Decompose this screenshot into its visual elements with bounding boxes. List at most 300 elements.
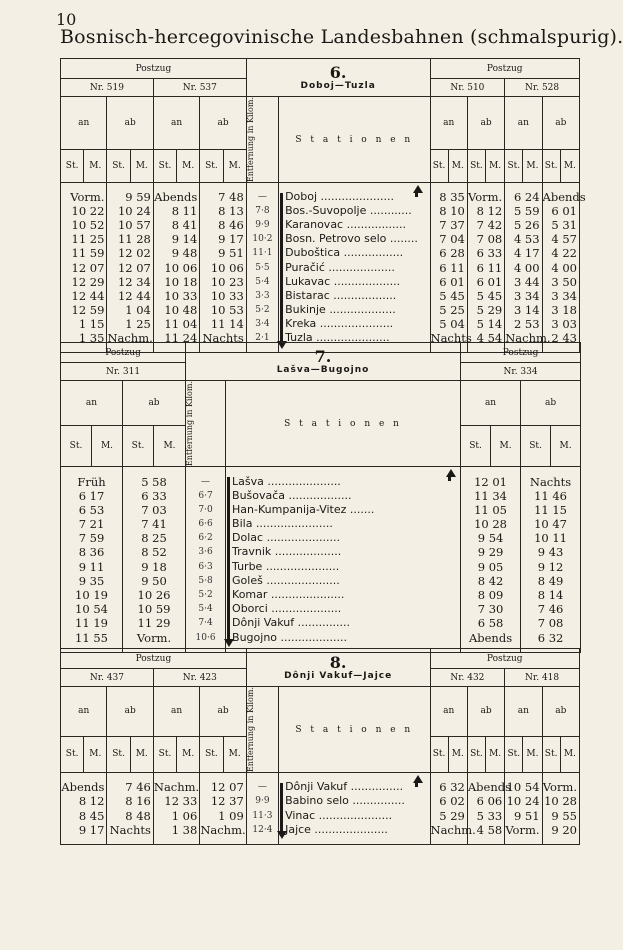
table-cell: 3 03: [551, 317, 577, 332]
time-column: [430, 773, 476, 845]
section-number: 7.: [314, 346, 332, 366]
table-cell: Abends: [61, 780, 105, 795]
postzug-label: Postzug: [461, 343, 581, 363]
distance-header: Entfernung in Kilom.: [245, 97, 255, 183]
table-cell: 3 18: [551, 303, 577, 318]
minute-label: M.: [84, 736, 107, 772]
table-cell: 6·2: [198, 533, 213, 544]
table-cell: 12 37: [210, 794, 244, 809]
hour-label: St.: [521, 425, 551, 466]
time-column: [61, 467, 123, 653]
table-cell: 6·6: [198, 519, 213, 530]
train-number: Nr. 311: [61, 363, 186, 381]
minute-label: M.: [84, 150, 107, 183]
minute-label: M.: [448, 736, 467, 772]
table-cell: 1 38: [171, 822, 198, 837]
table-cell: —: [201, 476, 211, 487]
table-cell: 7 42: [476, 217, 503, 232]
table-cell: 10 53: [210, 303, 244, 318]
table-cell: 9 05: [477, 559, 504, 574]
table-cell: 5·4: [198, 604, 213, 615]
table-cell: 9 18: [141, 559, 167, 574]
table-cell: 7 37: [439, 217, 465, 232]
table-cell: 7 08: [476, 232, 503, 247]
station-name: Goleš .....................: [232, 573, 340, 587]
distance-column: [186, 467, 226, 653]
table-cell: 7·8: [255, 205, 270, 216]
departure-label: ab: [542, 97, 579, 150]
distance-header: Entfernung in Kilom.: [245, 687, 255, 773]
table-cell: 4 22: [551, 246, 577, 261]
station-name: Turbe .....................: [232, 559, 340, 573]
route-name: Doboj—Tuzla: [300, 80, 376, 91]
table-cell: 9 29: [477, 545, 504, 560]
station-name: Lukavac ...................: [285, 274, 401, 288]
table-cell: 5 33: [476, 808, 503, 823]
table-cell: 8 49: [537, 573, 564, 588]
table-cell: 7 04: [439, 232, 465, 247]
table-cell: 7·0: [198, 504, 213, 515]
departure-label: ab: [467, 687, 504, 737]
minute-label: M.: [130, 736, 153, 772]
table-cell: 2 53: [513, 317, 540, 332]
table-cell: 8 36: [78, 545, 105, 560]
table-cell: 4 54: [476, 331, 503, 346]
station-name: Bušovača ..................: [232, 488, 352, 502]
table-cell: 6 02: [439, 794, 465, 809]
table-cell: 8 25: [141, 531, 167, 546]
table-cell: Vorm.: [467, 189, 503, 204]
section-number: 6.: [329, 62, 347, 82]
table-cell: 4 58: [476, 822, 503, 837]
time-column: [61, 773, 107, 845]
table-cell: 4 00: [513, 260, 540, 275]
table-cell: 6 11: [439, 260, 465, 275]
station-name: Puračić ...................: [285, 260, 395, 274]
hour-label: St.: [542, 736, 560, 772]
table-cell: —: [257, 191, 267, 202]
table-cell: 10 59: [137, 602, 171, 617]
table-cell: 10 24: [506, 794, 540, 809]
time-column: [107, 183, 153, 353]
table-cell: Abends: [154, 189, 198, 204]
arrival-label: an: [153, 687, 199, 737]
arrival-label: an: [505, 687, 542, 737]
departure-label: ab: [123, 381, 186, 426]
table-cell: 9 50: [141, 573, 167, 588]
table-cell: 10 23: [210, 274, 244, 289]
section-title-8: [246, 649, 430, 687]
departure-label: ab: [467, 97, 504, 150]
table-cell: 6 58: [477, 616, 504, 631]
table-cell: 10·2: [252, 234, 273, 245]
page-number: 10: [56, 10, 77, 29]
table-cell: 10 54: [506, 780, 540, 795]
station-name: Karanovac .................: [285, 217, 407, 231]
arrival-label: an: [61, 97, 107, 150]
table-cell: 11 15: [534, 502, 568, 517]
table-cell: 6 01: [551, 203, 577, 218]
arrival-label: an: [461, 381, 521, 426]
table-cell: 6 01: [476, 274, 503, 289]
hour-label: St.: [61, 736, 84, 772]
table-cell: 11 24: [164, 331, 198, 346]
table-cell: 5 45: [439, 288, 465, 303]
table-cell: 9 51: [218, 246, 244, 261]
station-name: Babino selo ...............: [285, 794, 405, 808]
table-cell: 5 26: [513, 217, 540, 232]
departure-label: ab: [521, 381, 581, 426]
departure-label: ab: [200, 97, 246, 150]
hour-label: St.: [542, 150, 560, 183]
hour-label: St.: [467, 736, 485, 772]
table-cell: 8 48: [125, 808, 151, 823]
table-cell: 10 19: [75, 588, 108, 603]
train-number: Nr. 537: [153, 79, 246, 97]
table-cell: 7 03: [141, 502, 167, 517]
table-cell: 6 28: [439, 246, 465, 261]
hour-label: St.: [153, 736, 176, 772]
table-cell: 11 28: [117, 232, 151, 247]
arrival-label: an: [61, 381, 123, 426]
table-cell: Nachts: [109, 822, 151, 837]
hour-label: St.: [107, 150, 130, 183]
table-cell: 10 33: [164, 288, 198, 303]
time-column: [107, 773, 153, 845]
hour-label: St.: [107, 736, 130, 772]
hour-label: St.: [61, 150, 84, 183]
table-cell: Nachm.: [430, 822, 476, 837]
table-cell: 11·3: [252, 810, 273, 821]
table-cell: 5 31: [551, 217, 577, 232]
timetable-7: [60, 342, 580, 653]
postzug-label: Postzug: [61, 59, 247, 79]
table-cell: 5 58: [141, 474, 167, 489]
table-cell: 9 17: [218, 232, 244, 247]
minute-label: M.: [486, 736, 505, 772]
table-cell: 3·4: [255, 319, 270, 330]
table-cell: 11·1: [252, 248, 273, 259]
table-cell: 1 09: [218, 808, 244, 823]
table-cell: 9 20: [551, 822, 577, 837]
table-cell: Früh: [77, 474, 106, 489]
departure-label: ab: [200, 687, 246, 737]
table-cell: 1 04: [125, 303, 151, 318]
table-cell: 12 07: [210, 780, 244, 795]
time-column: [521, 467, 581, 653]
table-cell: 8 42: [477, 573, 504, 588]
table-cell: 4 57: [551, 232, 577, 247]
station-column: [226, 467, 461, 653]
table-cell: 5 14: [476, 317, 503, 332]
table-cell: 10 54: [75, 602, 108, 617]
station-name: Vinac .....................: [285, 808, 393, 822]
table-cell: 10 48: [164, 303, 198, 318]
station-name: Han-Kumpanija-Vitez .......: [232, 502, 375, 516]
table-cell: 10·6: [195, 632, 216, 643]
table-cell: Abends: [542, 189, 586, 204]
table-cell: 10 47: [534, 517, 568, 532]
station-name: Komar .....................: [232, 588, 345, 602]
minute-label: M.: [223, 150, 246, 183]
table-cell: 8 09: [477, 588, 504, 603]
table-cell: 11 14: [210, 317, 244, 332]
table-cell: 9 17: [78, 822, 105, 837]
hour-label: St.: [467, 150, 485, 183]
route-name: Lašva—Bugojno: [276, 364, 370, 375]
table-cell: 11 19: [75, 616, 108, 631]
station-name: Bukinje ...................: [285, 303, 396, 317]
table-cell: 9·9: [255, 796, 270, 807]
station-name: Duboštica .................: [285, 246, 404, 260]
table-cell: 8 13: [218, 203, 244, 218]
station-name: Bila ......................: [232, 517, 333, 531]
table-cell: 8 45: [78, 808, 105, 823]
train-number: Nr. 510: [430, 79, 505, 97]
station-column: [279, 183, 430, 353]
table-cell: 8 11: [171, 203, 198, 218]
table-cell: 11 34: [474, 488, 507, 503]
table-cell: 3·3: [255, 290, 270, 301]
table-cell: 9 35: [78, 573, 105, 588]
table-cell: 7 21: [78, 517, 105, 532]
page-title: Bosnisch-hercegovinische Landesbahnen (schmalspurig).: [60, 26, 623, 48]
table-cell: 5·2: [198, 590, 213, 601]
station-name: Oborci ....................: [232, 602, 342, 616]
table-cell: 9 12: [537, 559, 564, 574]
table-cell: 6 11: [476, 260, 503, 275]
minute-label: M.: [523, 150, 542, 183]
table-cell: 6 24: [513, 189, 540, 204]
table-cell: 1 15: [78, 317, 105, 332]
table-cell: 6 32: [439, 780, 465, 795]
station-name: Doboj .....................: [285, 189, 394, 203]
table-cell: 3·6: [198, 547, 213, 558]
table-cell: 7 46: [125, 780, 151, 795]
table-cell: 2 43: [551, 331, 577, 346]
distance-header: Entfernung in Kilom.: [185, 381, 195, 467]
table-cell: 9 14: [171, 232, 198, 247]
table-cell: 11 29: [137, 616, 171, 631]
table-cell: 5·2: [255, 305, 270, 316]
table-cell: 12 29: [71, 274, 105, 289]
train-number: Nr. 334: [461, 363, 581, 381]
station-name: Bosn. Petrovo selo ........: [285, 232, 418, 246]
table-cell: Vorm.: [136, 630, 172, 645]
hour-label: St.: [461, 425, 491, 466]
table-cell: 12·4: [252, 824, 273, 835]
arrival-label: an: [430, 687, 467, 737]
station-name: Tuzla .....................: [285, 331, 390, 345]
time-column: [542, 773, 579, 845]
table-cell: 10 33: [210, 288, 244, 303]
table-cell: 10 22: [71, 203, 105, 218]
station-name: Dônji Vakuf ...............: [232, 616, 351, 630]
table-cell: Vorm.: [70, 189, 105, 204]
table-cell: Vorm.: [542, 780, 577, 795]
time-column: [61, 183, 107, 353]
departure-label: ab: [542, 687, 579, 737]
table-cell: 12 02: [117, 246, 151, 261]
table-cell: 12 01: [474, 474, 507, 489]
distance-column: [246, 183, 278, 353]
hour-label: St.: [505, 736, 523, 772]
table-cell: 10 28: [474, 517, 507, 532]
table-cell: 3 34: [551, 288, 577, 303]
table-cell: 7·4: [198, 618, 213, 629]
table-cell: 5 04: [439, 317, 465, 332]
table-cell: 5·8: [198, 575, 213, 586]
minute-label: M.: [486, 150, 505, 183]
departure-label: ab: [107, 687, 153, 737]
table-cell: 9 11: [78, 559, 105, 574]
table-cell: 10 24: [117, 203, 151, 218]
table-cell: 3 34: [513, 288, 540, 303]
hour-label: St.: [153, 150, 176, 183]
table-cell: 5 29: [476, 303, 503, 318]
table-cell: 2·1: [255, 333, 270, 344]
table-cell: 8 10: [439, 203, 465, 218]
table-cell: 1 25: [125, 317, 151, 332]
hour-label: St.: [200, 150, 223, 183]
section-number: 8.: [329, 652, 347, 672]
table-cell: 5 45: [476, 288, 503, 303]
time-column: [505, 773, 542, 845]
table-cell: 12 34: [117, 274, 151, 289]
table-cell: 4 17: [513, 246, 540, 261]
time-column: [430, 183, 472, 353]
time-column: [200, 183, 246, 353]
table-cell: 8 35: [439, 189, 465, 204]
minute-label: M.: [560, 736, 579, 772]
table-cell: 10 57: [117, 217, 151, 232]
station-name: Bistarac ..................: [285, 288, 397, 302]
station-name: Dolac .....................: [232, 531, 341, 545]
postzug-label: Postzug: [61, 649, 247, 669]
table-cell: 8 52: [141, 545, 167, 560]
station-name: Jajce .....................: [285, 822, 388, 836]
table-cell: 8 12: [78, 794, 105, 809]
hour-label: St.: [430, 736, 448, 772]
table-cell: 11 05: [474, 502, 507, 517]
table-cell: 9·9: [255, 219, 270, 230]
table-cell: 5 59: [513, 203, 540, 218]
table-cell: 10 06: [210, 260, 244, 275]
table-cell: Nachts: [430, 331, 472, 346]
distance-column: [246, 773, 278, 845]
time-column: [123, 467, 186, 653]
table-cell: 5·5: [255, 262, 270, 273]
stations-header: S t a t i o n e n: [279, 687, 430, 773]
table-cell: 6·7: [198, 490, 213, 501]
hour-label: St.: [430, 150, 448, 183]
table-cell: 12 33: [164, 794, 198, 809]
table-cell: 10 28: [544, 794, 577, 809]
table-cell: Nachts: [529, 474, 572, 489]
minute-label: M.: [223, 736, 246, 772]
table-cell: Abends: [468, 630, 513, 645]
table-cell: 10 52: [71, 217, 105, 232]
table-cell: Nachm.: [505, 331, 551, 346]
time-column: [153, 773, 199, 845]
table-cell: 1 35: [78, 331, 105, 346]
table-cell: 10 11: [534, 531, 568, 546]
table-cell: —: [257, 782, 267, 793]
minute-label: M.: [491, 425, 521, 466]
minute-label: M.: [448, 150, 467, 183]
table-cell: 6 32: [537, 630, 564, 645]
table-cell: 8 41: [171, 217, 198, 232]
train-number: Nr. 528: [505, 79, 580, 97]
minute-label: M.: [177, 150, 200, 183]
arrival-label: an: [430, 97, 467, 150]
section-title-6: [246, 59, 430, 97]
arrival-label: an: [61, 687, 107, 737]
station-name: Travnik ...................: [232, 545, 342, 559]
table-cell: 3 44: [513, 274, 540, 289]
table-cell: 11 55: [75, 630, 108, 645]
table-cell: 8 14: [537, 588, 564, 603]
station-name: Bugojno ...................: [232, 630, 347, 644]
hour-label: St.: [505, 150, 523, 183]
train-number: Nr. 437: [61, 669, 154, 687]
station-column: [279, 773, 430, 845]
table-cell: 9 55: [551, 808, 577, 823]
table-cell: 11 25: [71, 232, 105, 247]
table-cell: 4 53: [513, 232, 540, 247]
stations-header: S t a t i o n e n: [279, 97, 430, 183]
table-cell: 9 59: [125, 189, 151, 204]
table-cell: 7 46: [537, 602, 564, 617]
table-cell: 11 59: [71, 246, 105, 261]
table-cell: 7 30: [477, 602, 504, 617]
table-cell: 10 26: [137, 588, 171, 603]
table-cell: 9 43: [537, 545, 564, 560]
table-cell: 6·3: [198, 561, 213, 572]
table-cell: 8 46: [218, 217, 244, 232]
table-cell: Nachm.: [200, 822, 246, 837]
table-cell: 12 59: [71, 303, 105, 318]
train-number: Nr. 423: [153, 669, 246, 687]
time-column: [200, 773, 246, 845]
minute-label: M.: [560, 150, 579, 183]
minute-label: M.: [92, 425, 123, 466]
table-cell: 3 50: [551, 274, 577, 289]
table-cell: Abends: [467, 780, 512, 795]
table-cell: Nachm.: [107, 331, 153, 346]
postzug-label: Postzug: [61, 343, 186, 363]
station-name: Kreka .....................: [285, 317, 394, 331]
table-cell: 8 12: [476, 203, 503, 218]
table-cell: Nachm.: [153, 780, 200, 795]
table-cell: 12 44: [71, 288, 105, 303]
table-cell: 7 48: [218, 189, 244, 204]
train-number: Nr. 432: [430, 669, 505, 687]
table-cell: 9 54: [477, 531, 504, 546]
table-cell: Nachts: [202, 331, 244, 346]
table-cell: 12 07: [117, 260, 151, 275]
table-cell: 9 51: [513, 808, 540, 823]
minute-label: M.: [523, 736, 542, 772]
time-column: [153, 183, 199, 353]
table-cell: 11 46: [534, 488, 568, 503]
table-cell: 6 17: [78, 488, 105, 503]
train-number: Nr. 519: [61, 79, 154, 97]
stations-header: S t a t i o n e n: [226, 381, 461, 467]
table-cell: 5 29: [439, 808, 465, 823]
table-cell: 1 06: [171, 808, 198, 823]
table-cell: 12 44: [117, 288, 151, 303]
